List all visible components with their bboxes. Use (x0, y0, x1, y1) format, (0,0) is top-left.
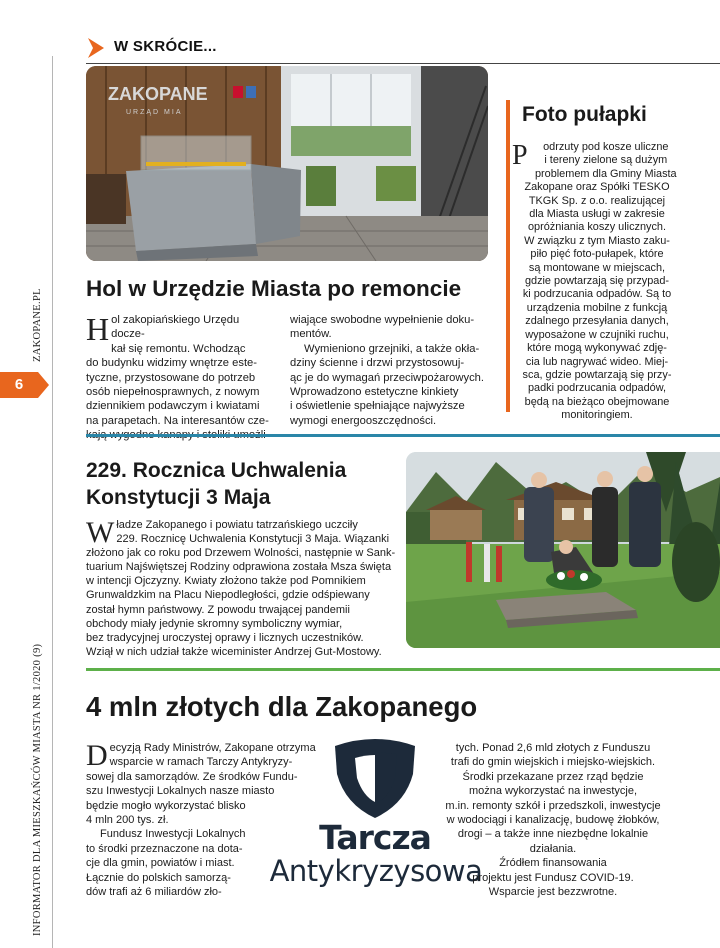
rocznica-text: W ładze Zakopanego i powiatu tatrzańskiego uczciły 229. Rocznicę Uchwalenia Konstytucji 3 Maja. Wiązanki złożono jak co roku pod Drzewem Wolności, następnie w Sank- tuarium Najświętszej Rodziny odprawiona została Msza święta w intencji Ojczyzny. Kwiaty złożono także pod Pomnikiem Grunwaldzkim na Placu Niepodległości, gdzie odśpiewany został hymn państwowy. Z powodu trwającej pandemii obchody miały jedynie skromny symboliczny wymiar, bez tradycyjnej uroczystej oprawy i licznych uczestników. Wziął w nich udział także wiceminister Andrzej Gut-Mostowy. (86, 516, 396, 658)
chevron-right-icon (86, 37, 106, 59)
shield-icon (325, 738, 425, 820)
hol-title: Hol w Urzędzie Miasta po remoncie (86, 276, 462, 301)
section-divider-blue (86, 434, 720, 437)
sidebar-site: ZAKOPANE.PL (32, 288, 43, 362)
hol-column-2: wiające swobodne wypełnienie doku- mentów. Wymieniono grzejniki, a także okła- dziny ścienne i drzwi przystosowuj- ąc je do wymagań przeciwpożarowych. Wprowadzono estetyczne kinkiety i oświetlenie spełniające najwyższe wymogi energooszczędności. (290, 314, 485, 427)
svg-text:URZĄD MIA: URZĄD MIA (126, 109, 183, 116)
header-rule (86, 63, 720, 64)
logo-word-antykryzysowa: Antykryzysowa (269, 854, 483, 888)
foto-column: P odrzuty pod kosze uliczne i tereny zielone są dużym problemem dla Gminy Miasta Zakopane oraz Spółki TESKO TKGK Sp. z o.o. realizującej dla Miasta usługi w zakresie opróżniania koszy ulicznych. W związku z tym Miasto zaku- piło pięć foto-pułapek, które są montowane w miejscach, gdzie powtarzają się przypad- ki podrzucania odpadów. Są to urządzenia mobilne z funkcją zdalnego przesyłania danych, wyposażone w czujniki ruchu, które mogą wykonywać zdję- cia lub nagrywać wideo. Miej- sca, gdzie powtarzają się przy- padki podrzucania odpadów, będą na bieżąco obejmowane monitoringiem. (512, 140, 677, 422)
hol-drop-cap: H (86, 311, 110, 347)
section-label: W SKRÓCIE... (114, 38, 217, 55)
sidebar-divider (52, 56, 53, 948)
rocznica-title: 229. Rocznica Uchwalenia Konstytucji 3 Maja (86, 459, 347, 509)
mln-column-1: D ecyzją Rady Ministrów, Zakopane otrzyma wsparcie w ramach Tarczy Antykryzy- sowej dla samorządów. Ze środków Fundu- szu Inwestycji Lokalnych nasze miasto będzie mogło wykorzystać blisko 4 mln 200 tys. zł. Fundusz Inwestycji Lokalnych to środki przeznaczone na dota- cje dla gmin, powiatów i miast. Łącznie do polskich samorzą- dów trafi aż 6 miliardów zło- (86, 739, 316, 899)
ceremony-photo (406, 452, 720, 648)
hol-column-1: H ol zakopiańskiego Urzędu docze- kał się remontu. Wchodząc do budynku widzimy wnętrze este- tyczne, przystosowane do potrzeb osób niepełnosprawnych, z nowym dziennikiem podawczym i kwiatami na parapetach. Na interesantów cze- (86, 311, 269, 427)
rocznica-drop-cap: W (86, 516, 115, 549)
svg-text:ZAKOPANE: ZAKOPANE (108, 84, 208, 104)
foto-drop-cap: P (512, 140, 528, 171)
section-divider-green (86, 668, 720, 671)
mln-column-2: tych. Ponad 2,6 mld złotych z Funduszu trafi do gmin wiejskich i miejsko-wiejskich. Środki przekazane przez rząd będzie można wykorzystać na inwestycje, m.in. remonty szkół i przedszkoli, inwestycje w wodociągi i kanalizację, budowę żłobków, drogi – a także inne niezbędne lokalnie działania. Źródłem finansowania projektu jest Fundusz COVID-19. Wsparcie jest bezzwrotne. (445, 742, 661, 899)
page-number-arrow-icon (38, 372, 49, 398)
hall-photo (86, 66, 488, 261)
foto-accent-bar (506, 100, 510, 412)
sidebar-publication-title: INFORMATOR DLA MIESZKAŃCÓW MIASTA NR 1/2020 (9) (32, 643, 43, 936)
mln-drop-cap: D (86, 739, 108, 772)
mln-title: 4 mln złotych dla Zakopanego (86, 691, 478, 722)
logo-word-tarcza: Tarcza (319, 818, 431, 857)
foto-title: Foto pułapki (522, 103, 647, 126)
page-number: 6 (14, 376, 24, 393)
